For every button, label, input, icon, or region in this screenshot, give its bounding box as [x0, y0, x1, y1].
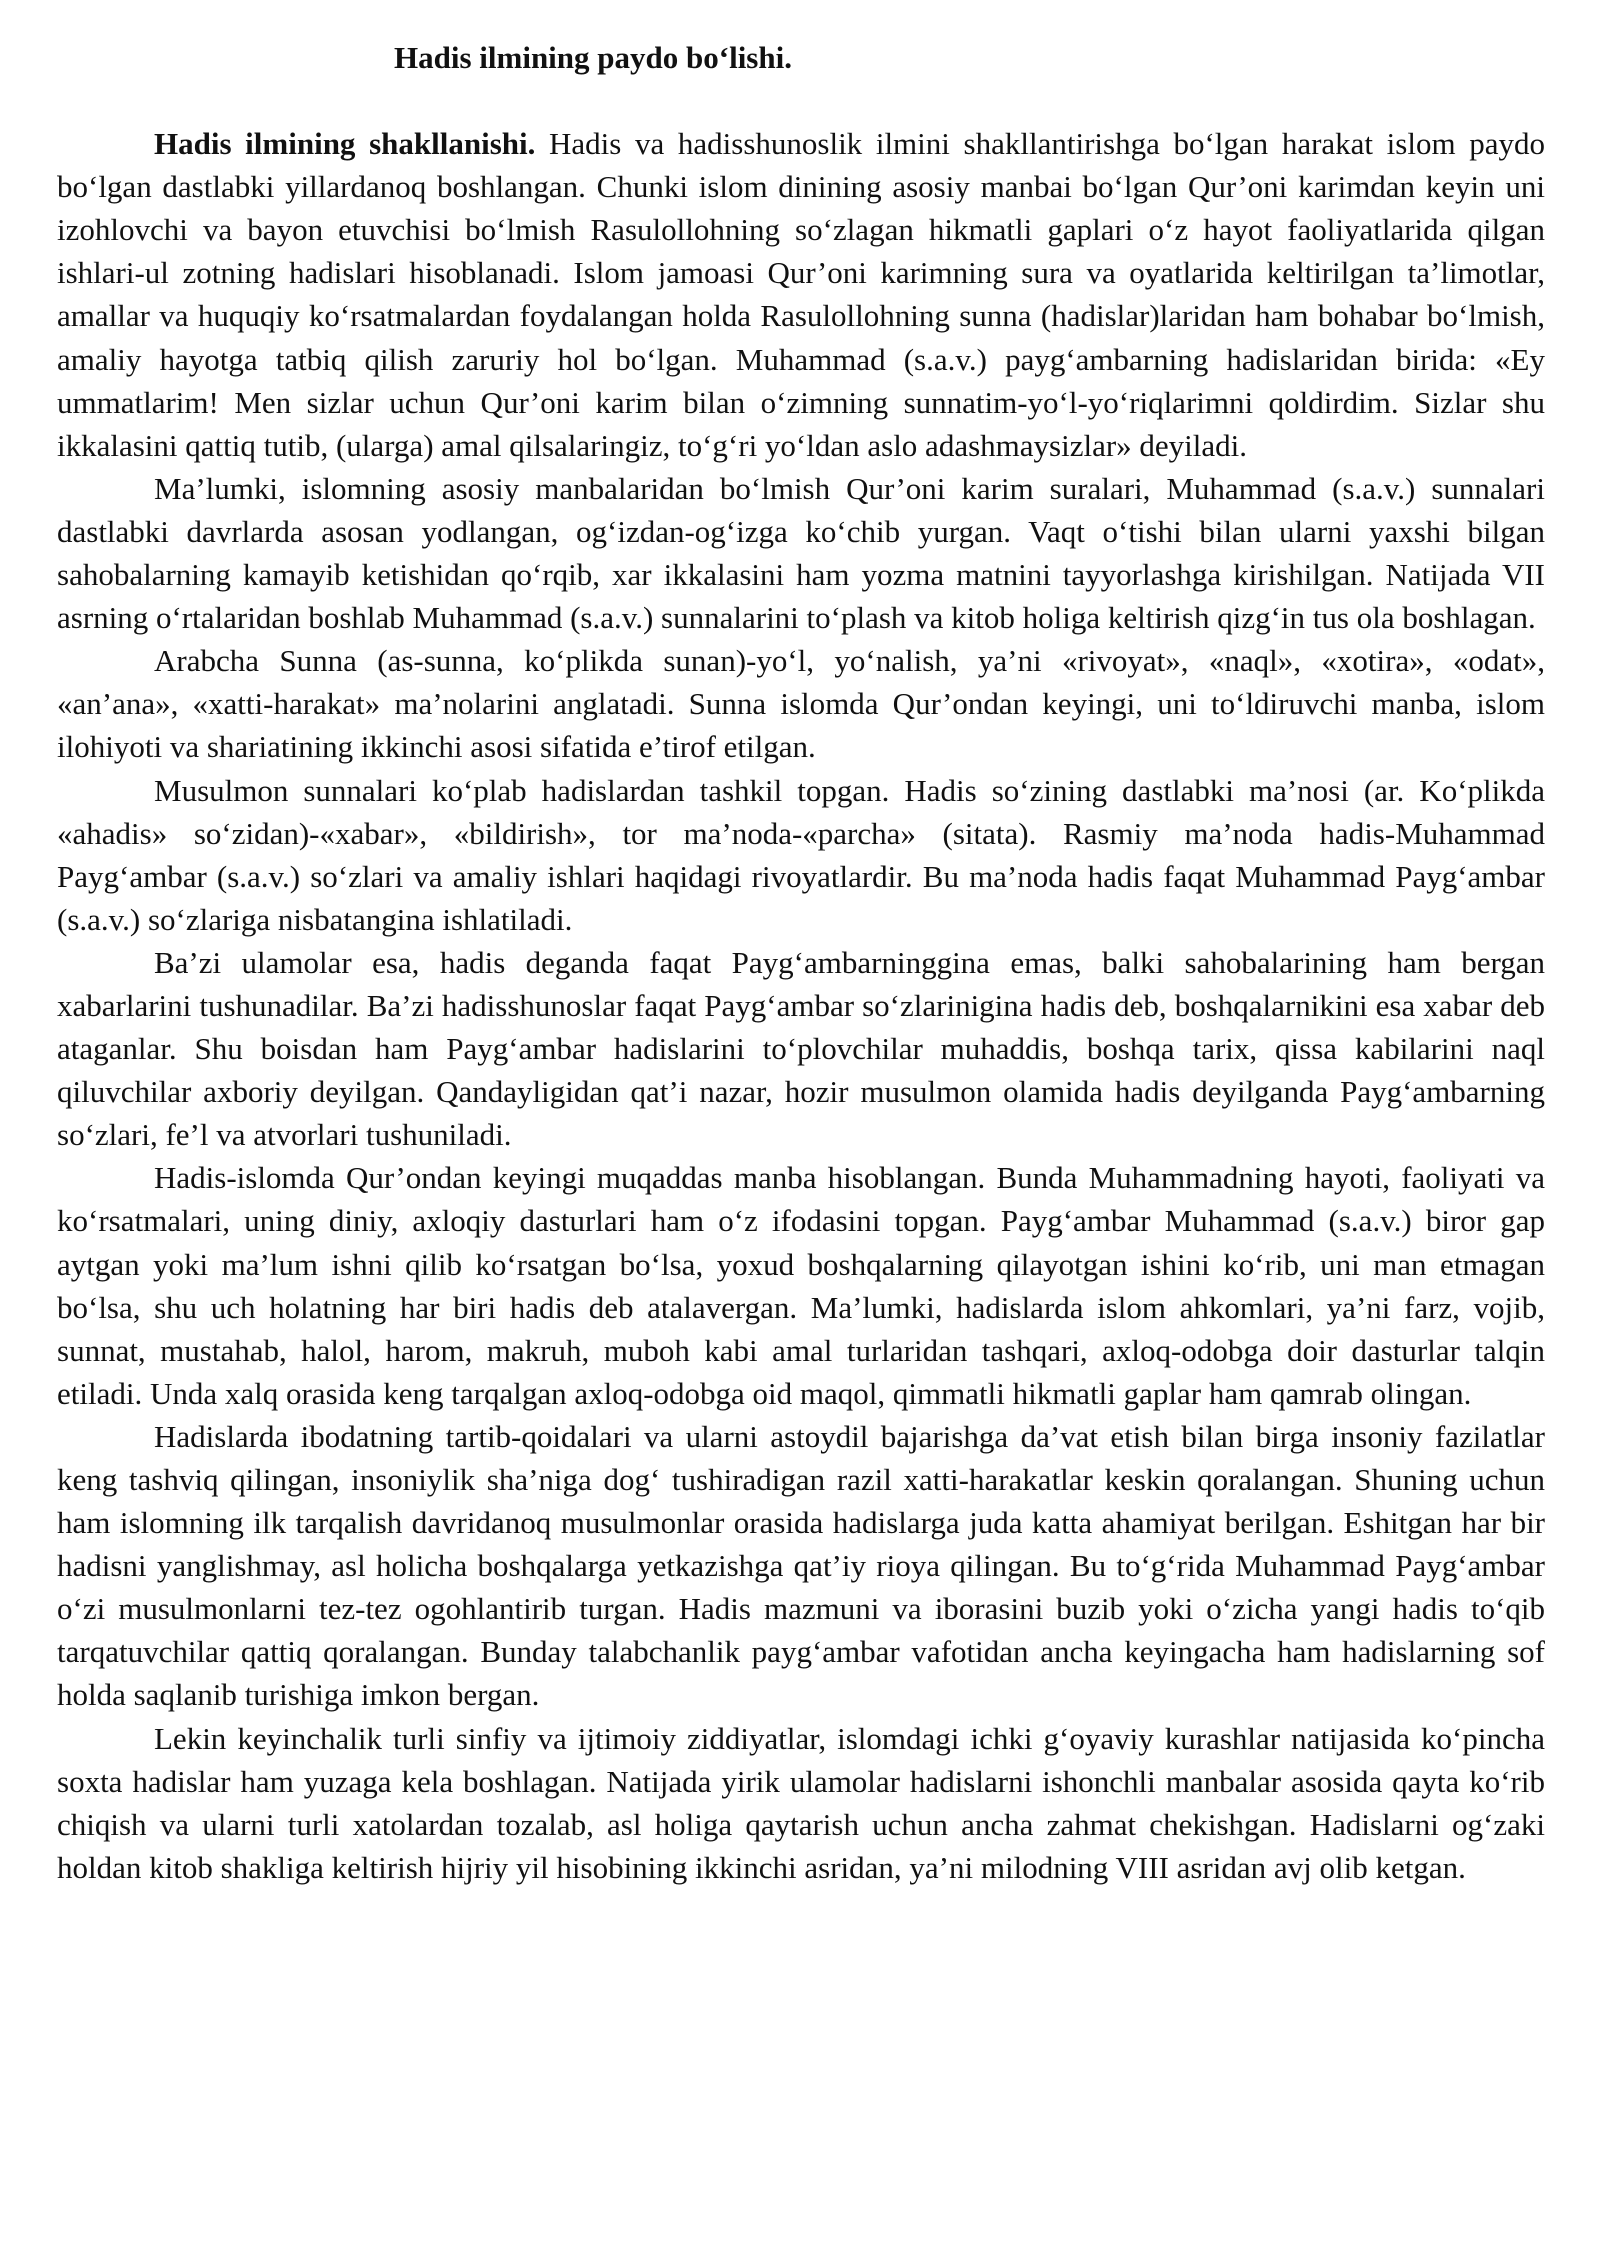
paragraph-4 — [57, 769, 1545, 941]
paragraph-6 — [57, 1156, 1545, 1415]
paragraph-text: Hadislarda ibodatning tartib-qoidalari va ularni astoydil bajarishga da’vat etish bilan birga insoniy fazilatlar keng tashviq qilingan, insoniylik sha’niga dog‘ tushiradigan razil xatti-harakatlar keskin qoralangan. Shuning uchun ham islomning ilk tarqalish davridanoq musulmonlar orasida hadislarga juda katta ahamiyat berilgan. Eshitgan har bir hadisni yanglishmay, asl holicha boshqalarga yetkazishga qat’iy rioya qilingan. Bu to‘g‘rida Muhammad Payg‘ambar o‘zi musulmonlarni tez-tez ogohlantirib turgan. Hadis mazmuni va iborasini buzib yoki o‘zicha yangi hadis to‘qib tarqatuvchilar qattiq qoralangan. Bunday talabchanlik payg‘ambar vafotidan ancha keyingacha ham hadislarning sof holda saqlanib turishiga imkon bergan. — [57, 1418, 1545, 1713]
document-title: Hadis ilmining paydo bo‘lishi. — [394, 40, 792, 75]
paragraph-lead: Hadis ilmining shakllanishi. — [154, 126, 536, 162]
paragraph-text: Musulmon sunnalari ko‘plab hadislardan tashkil topgan. Hadis so‘zining dastlabki ma’nosi (ar. Ko‘plikda «ahadis» so‘zidan)-«xabar», «bildirish», tor ma’noda-«parcha» (sitata). Rasmiy ma’noda hadis-Muhammad Payg‘ambar (s.a.v.) so‘zlari va amaliy ishlari haqidagi rivoyatlardir. Bu ma’noda hadis faqat Muhammad Payg‘ambar (s.a.v.) so‘zlariga nisbatangina ishlatiladi. — [57, 772, 1545, 937]
paragraph-7 — [57, 1415, 1545, 1717]
paragraph-1 — [57, 122, 1545, 467]
paragraph-8 — [57, 1717, 1545, 1889]
paragraph-text: Lekin keyinchalik turli sinfiy va ijtimoiy ziddiyatlar, islomdagi ichki g‘oyaviy kurashlar natijasida ko‘pincha soxta hadislar ham yuzaga kela boshlagan. Natijada yirik ulamolar hadislarni ishonchli manbalar asosida qayta ko‘rib chiqish va ularni turli xatolardan tozalab, asl holiga qaytarish uchun ancha zahmat chekishgan. Hadislarni og‘zaki holdan kitob shakliga keltirish hijriy yil hisobining ikkinchi asridan, ya’ni milodning VIII asridan avj olib ketgan. — [57, 1720, 1545, 1885]
document-page — [57, 36, 1545, 1889]
paragraph-5 — [57, 941, 1545, 1156]
paragraph-text: Hadis-islomda Qur’ondan keyingi muqaddas manba hisoblangan. Bunda Muhammadning hayoti, faoliyati va ko‘rsatmalari, uning diniy, axloqiy dasturlari ham o‘z ifodasini topgan. Payg‘ambar Muhammad (s.a.v.) biror gap aytgan yoki ma’lum ishni qilib ko‘rsatgan bo‘lsa, yoxud boshqalarning qilayotgan ishini ko‘rib, uni man etmagan bo‘lsa, shu uch holatning har biri hadis deb atalavergan. Ma’lumki, hadislarda islom ahkomlari, ya’ni farz, vojib, sunnat, mustahab, halol, harom, makruh, muboh kabi amal turlaridan tashqari, axloq-odobga doir dasturlar talqin etiladi. Unda xalq orasida keng tarqalgan axloq-odobga oid maqol, qimmatli hikmatli gaplar ham qamrab olingan. — [57, 1160, 1545, 1411]
paragraph-text: Arabcha Sunna (as-sunna, ko‘plikda sunan)-yo‘l, yo‘nalish, ya’ni «rivoyat», «naql», «xotira», «odat», «an’ana», «xatti-harakat» ma’nolarini anglatadi. Sunna islomda Qur’ondan keyingi, uni to‘ldiruvchi manba, islom ilohiyoti va shariatining ikkinchi asosi sifatida e’tirof etilgan. — [57, 643, 1545, 765]
paragraph-text: Hadis va hadisshunoslik ilmini shakllantirishga bo‘lgan harakat islom paydo bo‘lgan dastlabki yillardanoq boshlangan. Chunki islom dinining asosiy manbai bo‘lgan Qur’oni karimdan keyin uni izohlovchi va bayon etuvchisi bo‘lmish Rasulollohning so‘zlagan hikmatli gaplari o‘z hayot faoliyatlarida qilgan ishlari-ul zotning hadislari hisoblanadi. Islom jamoasi Qur’oni karimning sura va oyatlarida keltirilgan ta’limotlar, amallar va huquqiy ko‘rsatmalardan foydalangan holda Rasulollohning sunna (hadislar)laridan ham bohabar bo‘lmish, amaliy hayotga tatbiq qilish zaruriy hol bo‘lgan. Muhammad (s.a.v.) payg‘ambarning hadislaridan birida: «Ey ummatlarim! Men sizlar uchun Qur’oni karim bilan o‘zimning sunnatim-yo‘l-yo‘riqlarimni qoldirdim. Sizlar shu ikkalasini qattiq tutib, (ularga) amal qilsalaringiz, to‘g‘ri yo‘ldan aslo adashmaysizlar» deyiladi. — [57, 126, 1545, 463]
paragraph-text: Ba’zi ulamolar esa, hadis deganda faqat Payg‘ambarninggina emas, balki sahobalarining ham bergan xabarlarini tushunadilar. Ba’zi hadisshunoslar faqat Payg‘ambar so‘zlarinigina hadis deb, boshqalarnikini esa xabar deb ataganlar. Shu boisdan ham Payg‘ambar hadislarini to‘plovchilar muhaddis, boshqa tarix, qissa kabilarini naql qiluvchilar axboriy deyilgan. Qandayligidan qat’i nazar, hozir musulmon olamida hadis deyilganda Payg‘ambarning so‘zlari, fe’l va atvorlari tushuniladi. — [57, 944, 1545, 1153]
paragraph-3 — [57, 639, 1545, 768]
paragraph-text: Ma’lumki, islomning asosiy manbalaridan bo‘lmish Qur’oni karim suralari, Muhammad (s.a.v.) sunnalari dastlabki davrlarda asosan yodlangan, og‘izdan-og‘izga ko‘chib yurgan. Vaqt o‘tishi bilan ularni yaxshi bilgan sahobalarning kamayib ketishidan qo‘rqib, xar ikkalasini ham yozma matnini tayyorlashga kirishilgan. Natijada VII asrning o‘rtalaridan boshlab Muhammad (s.a.v.) sunnalarini to‘plash va kitob holiga keltirish qizg‘in tus ola boshlagan. — [57, 470, 1545, 636]
paragraph-2 — [57, 467, 1545, 639]
